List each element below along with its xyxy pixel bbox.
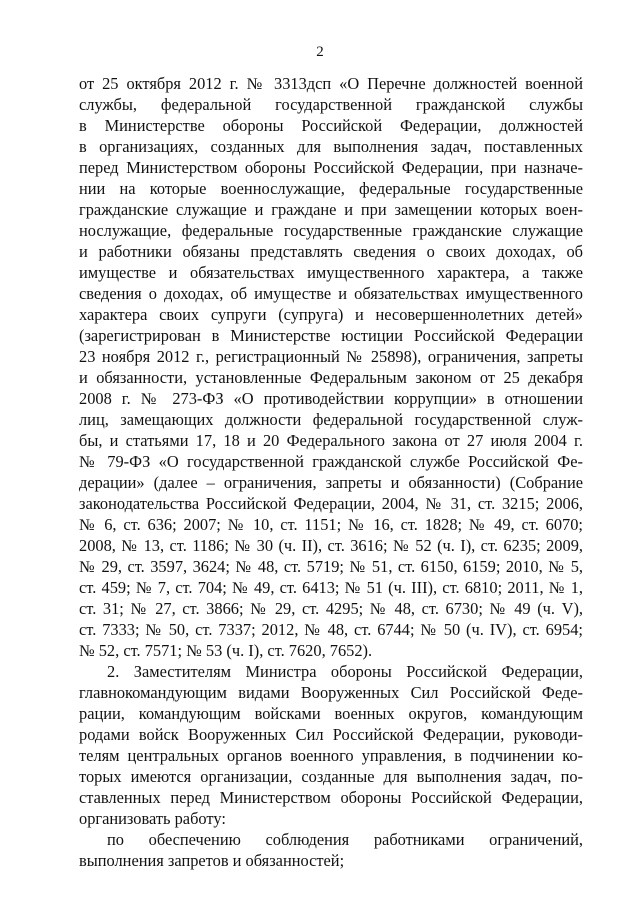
text-line: от 25 октября 2012 г. № 3313дсп «О Перечне должностей военной	[79, 74, 583, 93]
page-number: 2	[316, 44, 324, 60]
text-line: 2. Заместителям Министра обороны Российской Федерации,	[107, 662, 583, 681]
text-line: имуществе и обязательствах имущественного характера, а также	[79, 263, 583, 282]
text-line: бы, и статьями 17, 18 и 20 Федерального закона от 27 июля 2004 г.	[79, 431, 583, 450]
text-line: дерации» (далее – ограничения, запреты и обязанности) (Собрание	[79, 473, 583, 492]
text-line: № 79-ФЗ «О государственной гражданской службе Российской Фе-	[79, 452, 583, 471]
text-line: № 52, ст. 7571; № 53 (ч. I), ст. 7620, 7652).	[79, 641, 373, 660]
text-line: нии на которые военнослужащие, федеральные государственные	[79, 179, 583, 198]
text-line: торых имеются организации, созданные для выполнения задач, по-	[79, 767, 583, 786]
document-body	[79, 73, 583, 871]
text-line: 2008 г. № 273-ФЗ «О противодействии коррупции» в отношении	[79, 389, 583, 408]
text-line: и обязанности, установленные Федеральным законом от 25 декабря	[79, 368, 583, 387]
text-line: организовать работу:	[79, 809, 226, 828]
text-line: службы, федеральной государственной гражданской службы	[79, 95, 583, 114]
text-line: по обеспечению соблюдения работниками ограничений,	[107, 830, 583, 849]
text-line: нослужащие, федеральные государственные гражданские служащие	[79, 221, 583, 240]
text-line: в Министерстве обороны Российской Федерации, должностей	[79, 116, 583, 135]
text-line: законодательства Российской Федерации, 2004, № 31, ст. 3215; 2006,	[79, 494, 583, 513]
text-line: сведения о доходах, об имуществе и обязательствах имущественного	[79, 284, 583, 303]
text-line: и работники обязаны представлять сведения о своих доходах, об	[79, 242, 583, 261]
text-line: телям центральных органов военного управления, в подчинении ко-	[79, 746, 583, 765]
text-line: родами войск Вооруженных Сил Российской Федерации, руководи-	[79, 725, 583, 744]
text-line: ст. 7333; № 50, ст. 7337; 2012, № 48, ст. 6744; № 50 (ч. IV), ст. 6954;	[79, 620, 583, 639]
text-line: рации, командующим войсками военных округов, командующим	[79, 704, 583, 723]
text-line: 2008, № 13, ст. 1186; № 30 (ч. II), ст. 3616; № 52 (ч. I), ст. 6235; 2009,	[79, 536, 583, 555]
text-line: ст. 459; № 7, ст. 704; № 49, ст. 6413; № 51 (ч. III), ст. 6810; 2011, № 1,	[79, 578, 583, 597]
text-line: в организациях, созданных для выполнения задач, поставленных	[79, 137, 583, 156]
text-line: ст. 31; № 27, ст. 3866; № 29, ст. 4295; № 48, ст. 6730; № 49 (ч. V),	[79, 599, 583, 618]
text-line: (зарегистрирован в Министерстве юстиции Российской Федерации	[79, 326, 583, 345]
text-line: выполнения запретов и обязанностей;	[79, 851, 345, 870]
text-line: 23 ноября 2012 г., регистрационный № 25898), ограничения, запреты	[79, 347, 583, 366]
text-line: перед Министерством обороны Российской Федерации, при назначе-	[79, 158, 583, 177]
text-line: № 29, ст. 3597, 3624; № 48, ст. 5719; № 51, ст. 6150, 6159; 2010, № 5,	[79, 557, 583, 576]
text-line: ставленных перед Министерством обороны Российской Федерации,	[79, 788, 583, 807]
text-line: № 6, ст. 636; 2007; № 10, ст. 1151; № 16, ст. 1828; № 49, ст. 6070;	[79, 515, 583, 534]
text-line: гражданские служащие и граждане и при замещении которых воен-	[79, 200, 583, 219]
text-line: главнокомандующим видами Вооруженных Сил Российской Феде-	[79, 683, 583, 702]
text-line: характера своих супруги (супруга) и несовершеннолетних детей»	[79, 305, 583, 324]
text-line: лиц, замещающих должности федеральной государственной служ-	[79, 410, 583, 429]
